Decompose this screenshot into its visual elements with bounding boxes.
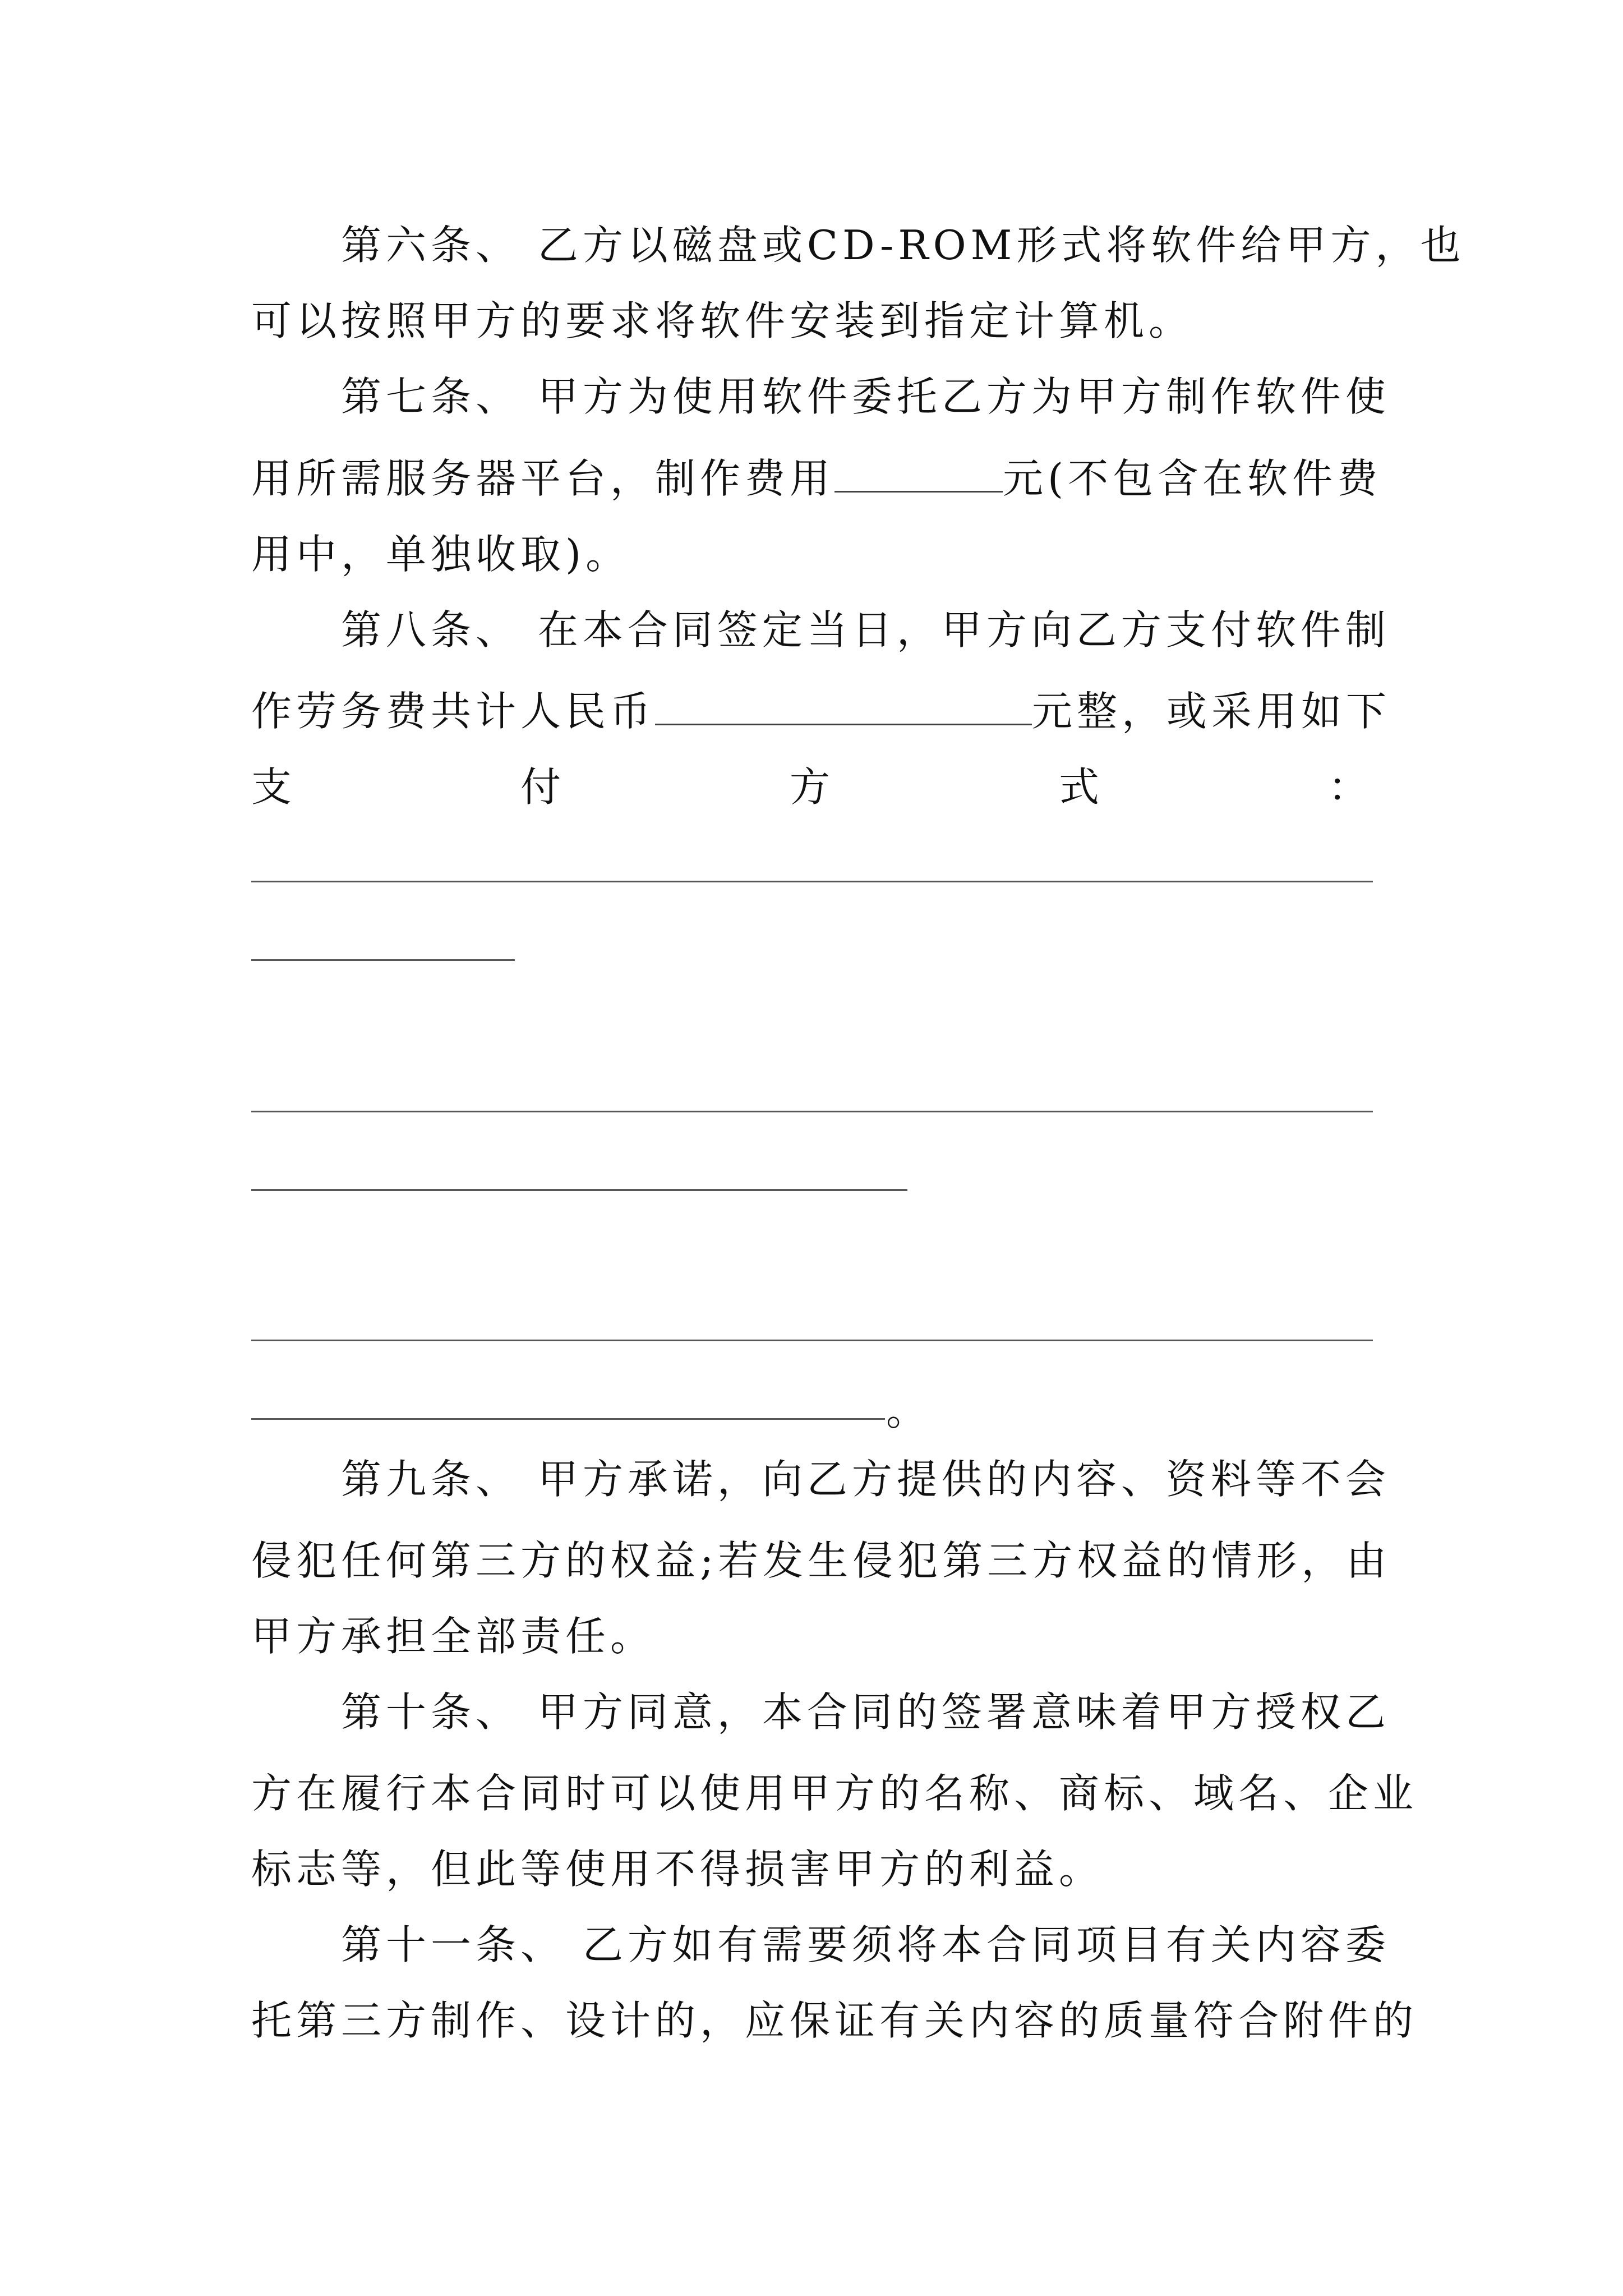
payment-blank-line-2 <box>251 959 515 961</box>
article-7-line-2-text-b: 元(不包含在软件费 <box>1003 455 1382 502</box>
payment-char-3: 方 <box>789 763 830 811</box>
payment-char-4: 式 <box>1058 763 1099 811</box>
article-8-line-3 <box>251 745 1368 829</box>
payment-char-5: ： <box>1327 763 1368 811</box>
article-8-line-2-text-b: 元整，或采用如下 <box>1032 688 1391 735</box>
payment-blank-line-3 <box>251 1111 1373 1112</box>
payment-end-mark: 。 <box>886 1387 932 1434</box>
payment-blank-line-1 <box>251 881 1373 882</box>
article-8-line-2-text-a: 作劳务费共计人民币 <box>251 688 656 735</box>
article-6-line-1: 第六条、 乙方以磁盘或CD-ROM形式将软件给甲方，也 <box>341 222 1465 269</box>
payment-blank-line-5 <box>251 1340 1373 1341</box>
article-7-line-2 <box>251 436 1391 521</box>
payment-char-1: 支 <box>251 763 292 811</box>
fee-blank <box>834 456 1003 493</box>
article-7-line-3: 用中，单独收取)。 <box>251 531 631 578</box>
article-11-line-1: 第十一条、 乙方如有需要须将本合同项目有关内容委 <box>341 1921 1390 1968</box>
article-10-line-3: 标志等，但此等使用不得损害甲方的利益。 <box>251 1846 1104 1893</box>
payment-blank-line-4 <box>251 1189 907 1191</box>
article-7-line-1: 第七条、 甲方为使用软件委托乙方为甲方制作软件使 <box>341 373 1390 420</box>
payment-blank-line-6 <box>251 1418 885 1420</box>
article-11-line-2: 托第三方制作、设计的，应保证有关内容的质量符合附件的 <box>251 1997 1418 2044</box>
article-9-line-2: 侵犯任何第三方的权益;若发生侵犯第三方权益的情形，由 <box>251 1537 1391 1584</box>
article-7-line-2-text-a: 用所需服务器平台，制作费用 <box>251 455 835 502</box>
article-10-line-1: 第十条、 甲方同意，本合同的签署意味着甲方授权乙 <box>341 1688 1390 1736</box>
amount-blank <box>655 689 1032 725</box>
article-9-line-3: 甲方承担全部责任。 <box>251 1613 656 1660</box>
article-10-line-2: 方在履行本合同时可以使用甲方的名称、商标、域名、企业 <box>251 1770 1418 1817</box>
payment-char-2: 付 <box>520 763 561 811</box>
article-6-line-2: 可以按照甲方的要求将软件安装到指定计算机。 <box>251 297 1194 344</box>
article-9-line-1: 第九条、 甲方承诺，向乙方提供的内容、资料等不会 <box>341 1456 1390 1503</box>
article-8-line-2 <box>251 669 1391 753</box>
article-8-line-1: 第八条、 在本合同签定当日，甲方向乙方支付软件制 <box>341 606 1390 654</box>
